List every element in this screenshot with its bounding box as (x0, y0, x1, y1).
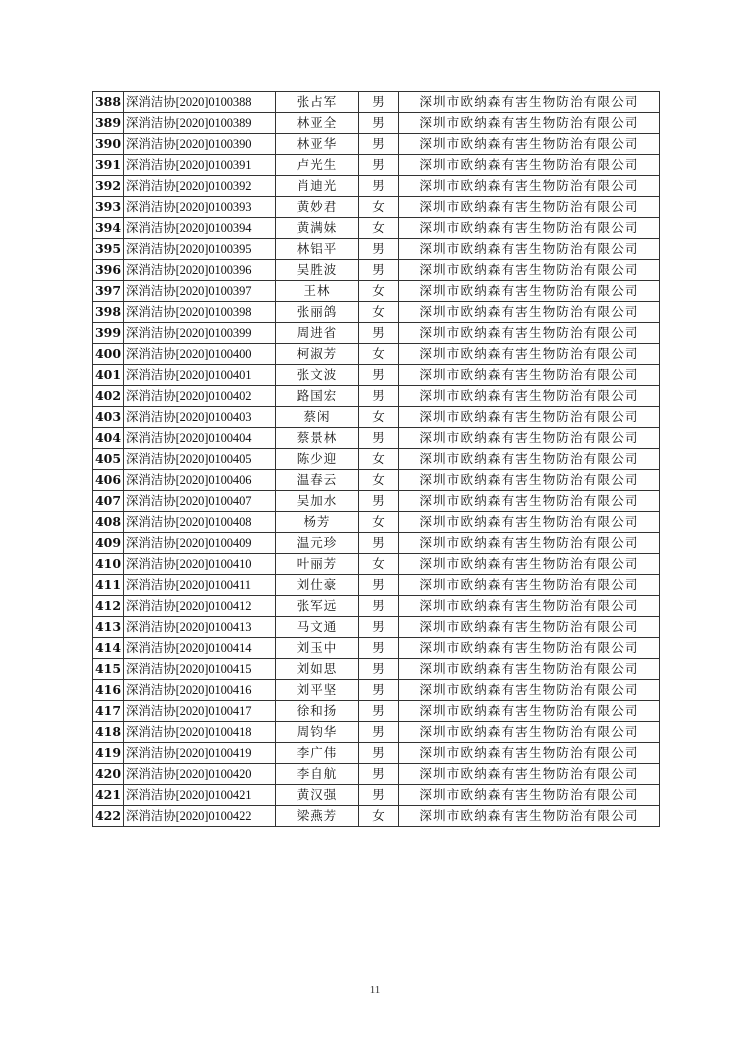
person-name-cell: 路国宏 (276, 386, 359, 407)
gender-cell: 男 (359, 323, 399, 344)
certificate-number-cell: 深消洁协[2020]0100414 (124, 638, 276, 659)
company-cell: 深圳市欧纳森有害生物防治有限公司 (399, 722, 660, 743)
row-index-cell: 418 (93, 722, 124, 743)
row-index-cell: 410 (93, 554, 124, 575)
gender-cell: 女 (359, 344, 399, 365)
person-name-cell: 黄汉强 (276, 785, 359, 806)
certificate-number-cell: 深消洁协[2020]0100390 (124, 134, 276, 155)
gender-cell: 男 (359, 596, 399, 617)
row-index-cell: 393 (93, 197, 124, 218)
person-name-cell: 张军远 (276, 596, 359, 617)
company-cell: 深圳市欧纳森有害生物防治有限公司 (399, 113, 660, 134)
row-index-cell: 413 (93, 617, 124, 638)
gender-cell: 男 (359, 722, 399, 743)
company-cell: 深圳市欧纳森有害生物防治有限公司 (399, 302, 660, 323)
certificate-number-cell: 深消洁协[2020]0100421 (124, 785, 276, 806)
person-name-cell: 李广伟 (276, 743, 359, 764)
person-name-cell: 黄满妹 (276, 218, 359, 239)
company-cell: 深圳市欧纳森有害生物防治有限公司 (399, 743, 660, 764)
gender-cell: 男 (359, 365, 399, 386)
row-index-cell: 399 (93, 323, 124, 344)
gender-cell: 女 (359, 197, 399, 218)
row-index-cell: 388 (93, 92, 124, 113)
company-cell: 深圳市欧纳森有害生物防治有限公司 (399, 554, 660, 575)
gender-cell: 男 (359, 659, 399, 680)
person-name-cell: 吴胜波 (276, 260, 359, 281)
gender-cell: 男 (359, 134, 399, 155)
table-row (93, 92, 660, 113)
gender-cell: 男 (359, 239, 399, 260)
table-row (93, 365, 660, 386)
person-name-cell: 柯淑芳 (276, 344, 359, 365)
table-row (93, 134, 660, 155)
person-name-cell: 刘平坚 (276, 680, 359, 701)
row-index-cell: 409 (93, 533, 124, 554)
row-index-cell: 392 (93, 176, 124, 197)
person-name-cell: 徐和扬 (276, 701, 359, 722)
table-row (93, 323, 660, 344)
gender-cell: 女 (359, 449, 399, 470)
certificate-number-cell: 深消洁协[2020]0100413 (124, 617, 276, 638)
person-name-cell: 周钧华 (276, 722, 359, 743)
table-row (93, 197, 660, 218)
row-index-cell: 394 (93, 218, 124, 239)
person-name-cell: 温元珍 (276, 533, 359, 554)
certificate-number-cell: 深消洁协[2020]0100415 (124, 659, 276, 680)
gender-cell: 男 (359, 428, 399, 449)
person-name-cell: 陈少迎 (276, 449, 359, 470)
person-name-cell: 林亚华 (276, 134, 359, 155)
person-name-cell: 蔡闲 (276, 407, 359, 428)
company-cell: 深圳市欧纳森有害生物防治有限公司 (399, 806, 660, 827)
person-name-cell: 刘如思 (276, 659, 359, 680)
table-row (93, 344, 660, 365)
company-cell: 深圳市欧纳森有害生物防治有限公司 (399, 512, 660, 533)
gender-cell: 女 (359, 281, 399, 302)
certificate-number-cell: 深消洁协[2020]0100398 (124, 302, 276, 323)
row-index-cell: 400 (93, 344, 124, 365)
row-index-cell: 422 (93, 806, 124, 827)
certificate-number-cell: 深消洁协[2020]0100411 (124, 575, 276, 596)
table-row (93, 407, 660, 428)
table-row (93, 449, 660, 470)
row-index-cell: 403 (93, 407, 124, 428)
gender-cell: 女 (359, 218, 399, 239)
company-cell: 深圳市欧纳森有害生物防治有限公司 (399, 323, 660, 344)
gender-cell: 女 (359, 407, 399, 428)
person-name-cell: 王林 (276, 281, 359, 302)
row-index-cell: 419 (93, 743, 124, 764)
gender-cell: 男 (359, 743, 399, 764)
gender-cell: 男 (359, 680, 399, 701)
table-row (93, 764, 660, 785)
certificate-roster-table (92, 91, 660, 827)
gender-cell: 男 (359, 176, 399, 197)
certificate-number-cell: 深消洁协[2020]0100401 (124, 365, 276, 386)
company-cell: 深圳市欧纳森有害生物防治有限公司 (399, 575, 660, 596)
certificate-number-cell: 深消洁协[2020]0100388 (124, 92, 276, 113)
person-name-cell: 林铝平 (276, 239, 359, 260)
person-name-cell: 刘仕豪 (276, 575, 359, 596)
certificate-number-cell: 深消洁协[2020]0100419 (124, 743, 276, 764)
table-row (93, 701, 660, 722)
company-cell: 深圳市欧纳森有害生物防治有限公司 (399, 92, 660, 113)
gender-cell: 男 (359, 617, 399, 638)
table-row (93, 722, 660, 743)
certificate-number-cell: 深消洁协[2020]0100420 (124, 764, 276, 785)
person-name-cell: 李自航 (276, 764, 359, 785)
table-row (93, 239, 660, 260)
table-row (93, 596, 660, 617)
company-cell: 深圳市欧纳森有害生物防治有限公司 (399, 365, 660, 386)
row-index-cell: 389 (93, 113, 124, 134)
person-name-cell: 刘玉中 (276, 638, 359, 659)
certificate-number-cell: 深消洁协[2020]0100389 (124, 113, 276, 134)
row-index-cell: 398 (93, 302, 124, 323)
certificate-number-cell: 深消洁协[2020]0100391 (124, 155, 276, 176)
gender-cell: 女 (359, 302, 399, 323)
company-cell: 深圳市欧纳森有害生物防治有限公司 (399, 785, 660, 806)
row-index-cell: 416 (93, 680, 124, 701)
table-row (93, 260, 660, 281)
table-row (93, 638, 660, 659)
certificate-number-cell: 深消洁协[2020]0100410 (124, 554, 276, 575)
table-row (93, 617, 660, 638)
certificate-number-cell: 深消洁协[2020]0100406 (124, 470, 276, 491)
table-row (93, 659, 660, 680)
row-index-cell: 390 (93, 134, 124, 155)
gender-cell: 男 (359, 575, 399, 596)
certificate-number-cell: 深消洁协[2020]0100418 (124, 722, 276, 743)
row-index-cell: 408 (93, 512, 124, 533)
company-cell: 深圳市欧纳森有害生物防治有限公司 (399, 617, 660, 638)
certificate-number-cell: 深消洁协[2020]0100422 (124, 806, 276, 827)
table-row (93, 491, 660, 512)
person-name-cell: 蔡景林 (276, 428, 359, 449)
person-name-cell: 马文通 (276, 617, 359, 638)
company-cell: 深圳市欧纳森有害生物防治有限公司 (399, 218, 660, 239)
company-cell: 深圳市欧纳森有害生物防治有限公司 (399, 134, 660, 155)
certificate-number-cell: 深消洁协[2020]0100409 (124, 533, 276, 554)
certificate-number-cell: 深消洁协[2020]0100399 (124, 323, 276, 344)
certificate-number-cell: 深消洁协[2020]0100408 (124, 512, 276, 533)
company-cell: 深圳市欧纳森有害生物防治有限公司 (399, 197, 660, 218)
person-name-cell: 张占军 (276, 92, 359, 113)
person-name-cell: 杨芳 (276, 512, 359, 533)
person-name-cell: 肖迪光 (276, 176, 359, 197)
company-cell: 深圳市欧纳森有害生物防治有限公司 (399, 386, 660, 407)
table-row (93, 743, 660, 764)
row-index-cell: 401 (93, 365, 124, 386)
company-cell: 深圳市欧纳森有害生物防治有限公司 (399, 659, 660, 680)
certificate-number-cell: 深消洁协[2020]0100396 (124, 260, 276, 281)
row-index-cell: 405 (93, 449, 124, 470)
row-index-cell: 411 (93, 575, 124, 596)
certificate-number-cell: 深消洁协[2020]0100402 (124, 386, 276, 407)
gender-cell: 男 (359, 638, 399, 659)
company-cell: 深圳市欧纳森有害生物防治有限公司 (399, 638, 660, 659)
company-cell: 深圳市欧纳森有害生物防治有限公司 (399, 449, 660, 470)
row-index-cell: 412 (93, 596, 124, 617)
certificate-number-cell: 深消洁协[2020]0100400 (124, 344, 276, 365)
roster-table-body (93, 92, 660, 827)
gender-cell: 男 (359, 92, 399, 113)
table-row (93, 512, 660, 533)
company-cell: 深圳市欧纳森有害生物防治有限公司 (399, 407, 660, 428)
company-cell: 深圳市欧纳森有害生物防治有限公司 (399, 764, 660, 785)
company-cell: 深圳市欧纳森有害生物防治有限公司 (399, 680, 660, 701)
certificate-number-cell: 深消洁协[2020]0100404 (124, 428, 276, 449)
table-row (93, 680, 660, 701)
person-name-cell: 温春云 (276, 470, 359, 491)
row-index-cell: 415 (93, 659, 124, 680)
table-row (93, 470, 660, 491)
row-index-cell: 402 (93, 386, 124, 407)
table-row (93, 281, 660, 302)
table-row (93, 386, 660, 407)
person-name-cell: 张文波 (276, 365, 359, 386)
table-row (93, 785, 660, 806)
table-row (93, 218, 660, 239)
row-index-cell: 391 (93, 155, 124, 176)
table-row (93, 302, 660, 323)
row-index-cell: 420 (93, 764, 124, 785)
gender-cell: 男 (359, 491, 399, 512)
person-name-cell: 吴加水 (276, 491, 359, 512)
table-row (93, 428, 660, 449)
gender-cell: 女 (359, 512, 399, 533)
person-name-cell: 卢光生 (276, 155, 359, 176)
row-index-cell: 395 (93, 239, 124, 260)
row-index-cell: 397 (93, 281, 124, 302)
gender-cell: 女 (359, 554, 399, 575)
row-index-cell: 396 (93, 260, 124, 281)
page-number: 11 (369, 984, 381, 996)
table-row (93, 554, 660, 575)
company-cell: 深圳市欧纳森有害生物防治有限公司 (399, 281, 660, 302)
certificate-number-cell: 深消洁协[2020]0100407 (124, 491, 276, 512)
row-index-cell: 417 (93, 701, 124, 722)
company-cell: 深圳市欧纳森有害生物防治有限公司 (399, 176, 660, 197)
table-row (93, 806, 660, 827)
gender-cell: 男 (359, 260, 399, 281)
gender-cell: 男 (359, 533, 399, 554)
certificate-number-cell: 深消洁协[2020]0100394 (124, 218, 276, 239)
company-cell: 深圳市欧纳森有害生物防治有限公司 (399, 596, 660, 617)
person-name-cell: 梁燕芳 (276, 806, 359, 827)
gender-cell: 女 (359, 806, 399, 827)
person-name-cell: 叶丽芳 (276, 554, 359, 575)
gender-cell: 男 (359, 701, 399, 722)
row-index-cell: 404 (93, 428, 124, 449)
company-cell: 深圳市欧纳森有害生物防治有限公司 (399, 701, 660, 722)
company-cell: 深圳市欧纳森有害生物防治有限公司 (399, 491, 660, 512)
certificate-number-cell: 深消洁协[2020]0100393 (124, 197, 276, 218)
person-name-cell: 黄妙君 (276, 197, 359, 218)
table-row (93, 113, 660, 134)
certificate-number-cell: 深消洁协[2020]0100417 (124, 701, 276, 722)
row-index-cell: 407 (93, 491, 124, 512)
person-name-cell: 林亚全 (276, 113, 359, 134)
certificate-number-cell: 深消洁协[2020]0100395 (124, 239, 276, 260)
gender-cell: 男 (359, 386, 399, 407)
certificate-number-cell: 深消洁协[2020]0100416 (124, 680, 276, 701)
company-cell: 深圳市欧纳森有害生物防治有限公司 (399, 470, 660, 491)
certificate-number-cell: 深消洁协[2020]0100392 (124, 176, 276, 197)
gender-cell: 男 (359, 764, 399, 785)
row-index-cell: 421 (93, 785, 124, 806)
row-index-cell: 414 (93, 638, 124, 659)
person-name-cell: 张丽鸽 (276, 302, 359, 323)
company-cell: 深圳市欧纳森有害生物防治有限公司 (399, 428, 660, 449)
certificate-number-cell: 深消洁协[2020]0100405 (124, 449, 276, 470)
gender-cell: 男 (359, 155, 399, 176)
certificate-number-cell: 深消洁协[2020]0100403 (124, 407, 276, 428)
table-row (93, 176, 660, 197)
person-name-cell: 周进省 (276, 323, 359, 344)
company-cell: 深圳市欧纳森有害生物防治有限公司 (399, 533, 660, 554)
company-cell: 深圳市欧纳森有害生物防治有限公司 (399, 155, 660, 176)
table-row (93, 533, 660, 554)
table-row (93, 575, 660, 596)
table-row (93, 155, 660, 176)
gender-cell: 男 (359, 113, 399, 134)
company-cell: 深圳市欧纳森有害生物防治有限公司 (399, 260, 660, 281)
company-cell: 深圳市欧纳森有害生物防治有限公司 (399, 239, 660, 260)
company-cell: 深圳市欧纳森有害生物防治有限公司 (399, 344, 660, 365)
certificate-number-cell: 深消洁协[2020]0100397 (124, 281, 276, 302)
gender-cell: 女 (359, 470, 399, 491)
gender-cell: 男 (359, 785, 399, 806)
row-index-cell: 406 (93, 470, 124, 491)
certificate-number-cell: 深消洁协[2020]0100412 (124, 596, 276, 617)
